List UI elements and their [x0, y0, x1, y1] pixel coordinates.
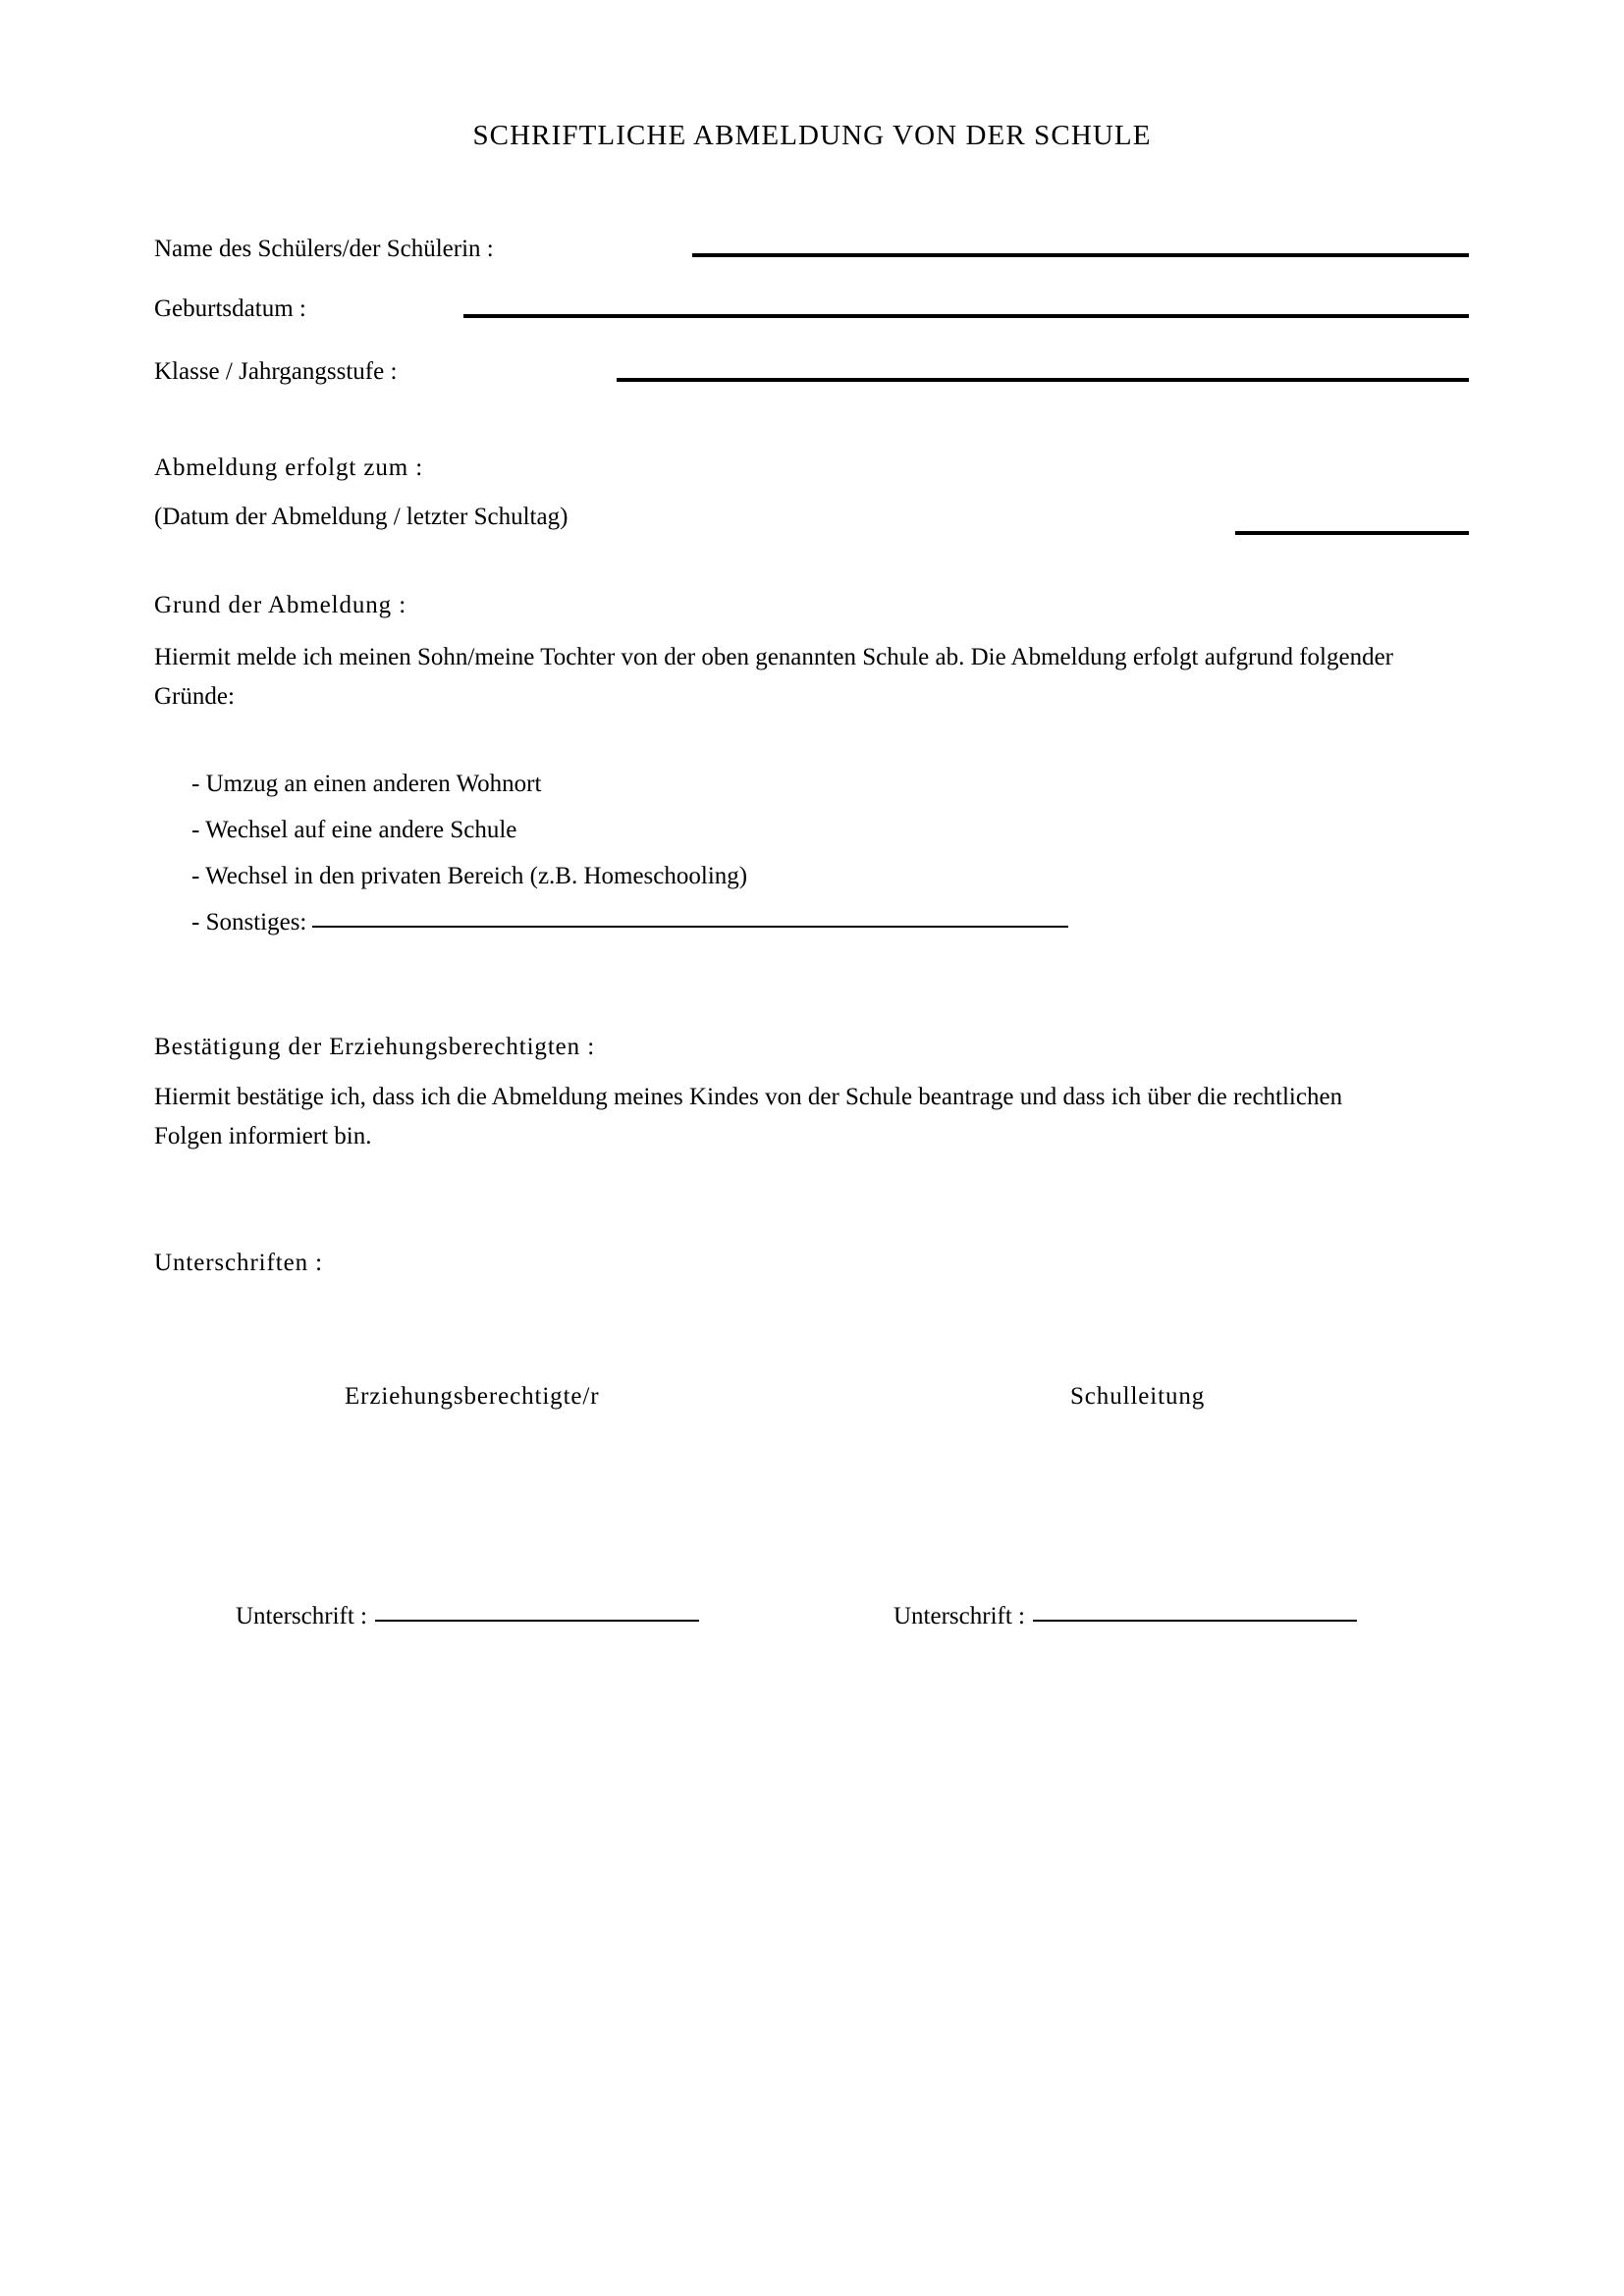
- reason-option-school-change-label: - Wechsel auf eine andere Schule: [191, 817, 517, 843]
- page-title: SCHRIFTLICHE ABMELDUNG VON DER SCHULE: [472, 120, 1152, 151]
- reason-option-other-label: - Sonstiges:: [191, 909, 307, 935]
- signature-entry-guardian[interactable]: [236, 1603, 699, 1630]
- signature-entry-guardian-label: Unterschrift :: [236, 1603, 367, 1629]
- deregistration-heading: Abmeldung erfolgt zum :: [154, 454, 424, 481]
- reason-heading: Grund der Abmeldung :: [154, 592, 407, 618]
- signature-role-label-guardian: Erziehungsberechtigte/r: [345, 1383, 600, 1410]
- reason-other-input-line[interactable]: [312, 926, 1068, 928]
- signature-input-line-school[interactable]: [1033, 1620, 1357, 1622]
- student-name-label: Name des Schülers/der Schülerin :: [154, 236, 494, 262]
- student-name-input-rule[interactable]: [692, 253, 1469, 257]
- birthdate-label: Geburtsdatum :: [154, 295, 306, 322]
- confirmation-body-paragraph: Hiermit bestätige ich, dass ich die Abmeldung meines Kindes von der Schule beantrage und dass ich über die rechtlichen Folgen informiert bin.: [154, 1084, 1343, 1149]
- class-label: Klasse / Jahrgangsstufe :: [154, 358, 398, 385]
- class-input-rule[interactable]: [617, 378, 1469, 382]
- reason-option-school-change[interactable]: [191, 807, 1068, 853]
- deregistration-subnote: (Datum der Abmeldung / letzter Schultag): [154, 504, 568, 530]
- reason-option-moving-label: - Umzug an einen anderen Wohnort: [191, 771, 542, 797]
- reason-option-moving[interactable]: [191, 761, 1068, 807]
- reason-options-list: [191, 761, 1068, 945]
- birthdate-input-rule[interactable]: [463, 314, 1469, 318]
- signature-role-label-school: Schulleitung: [1070, 1383, 1206, 1410]
- signatures-heading: Unterschriften :: [154, 1250, 323, 1276]
- confirmation-heading: Bestätigung der Erziehungsberechtigten :: [154, 1034, 596, 1060]
- signature-entry-school[interactable]: [893, 1603, 1357, 1630]
- reason-intro-paragraph: Hiermit melde ich meinen Sohn/meine Tochter von der oben genannten Schule ab. Die Abmeldung erfolgt aufgrund folgender Gründe:: [154, 644, 1394, 710]
- reason-option-other[interactable]: [191, 899, 1068, 945]
- reason-option-private-schooling-label: - Wechsel in den privaten Bereich (z.B. Homeschooling): [191, 863, 748, 889]
- reason-option-private-schooling[interactable]: [191, 853, 1068, 899]
- signature-entry-school-label: Unterschrift :: [893, 1603, 1025, 1629]
- deregistration-date-input-rule[interactable]: [1235, 531, 1469, 535]
- signature-input-line-guardian[interactable]: [375, 1620, 699, 1622]
